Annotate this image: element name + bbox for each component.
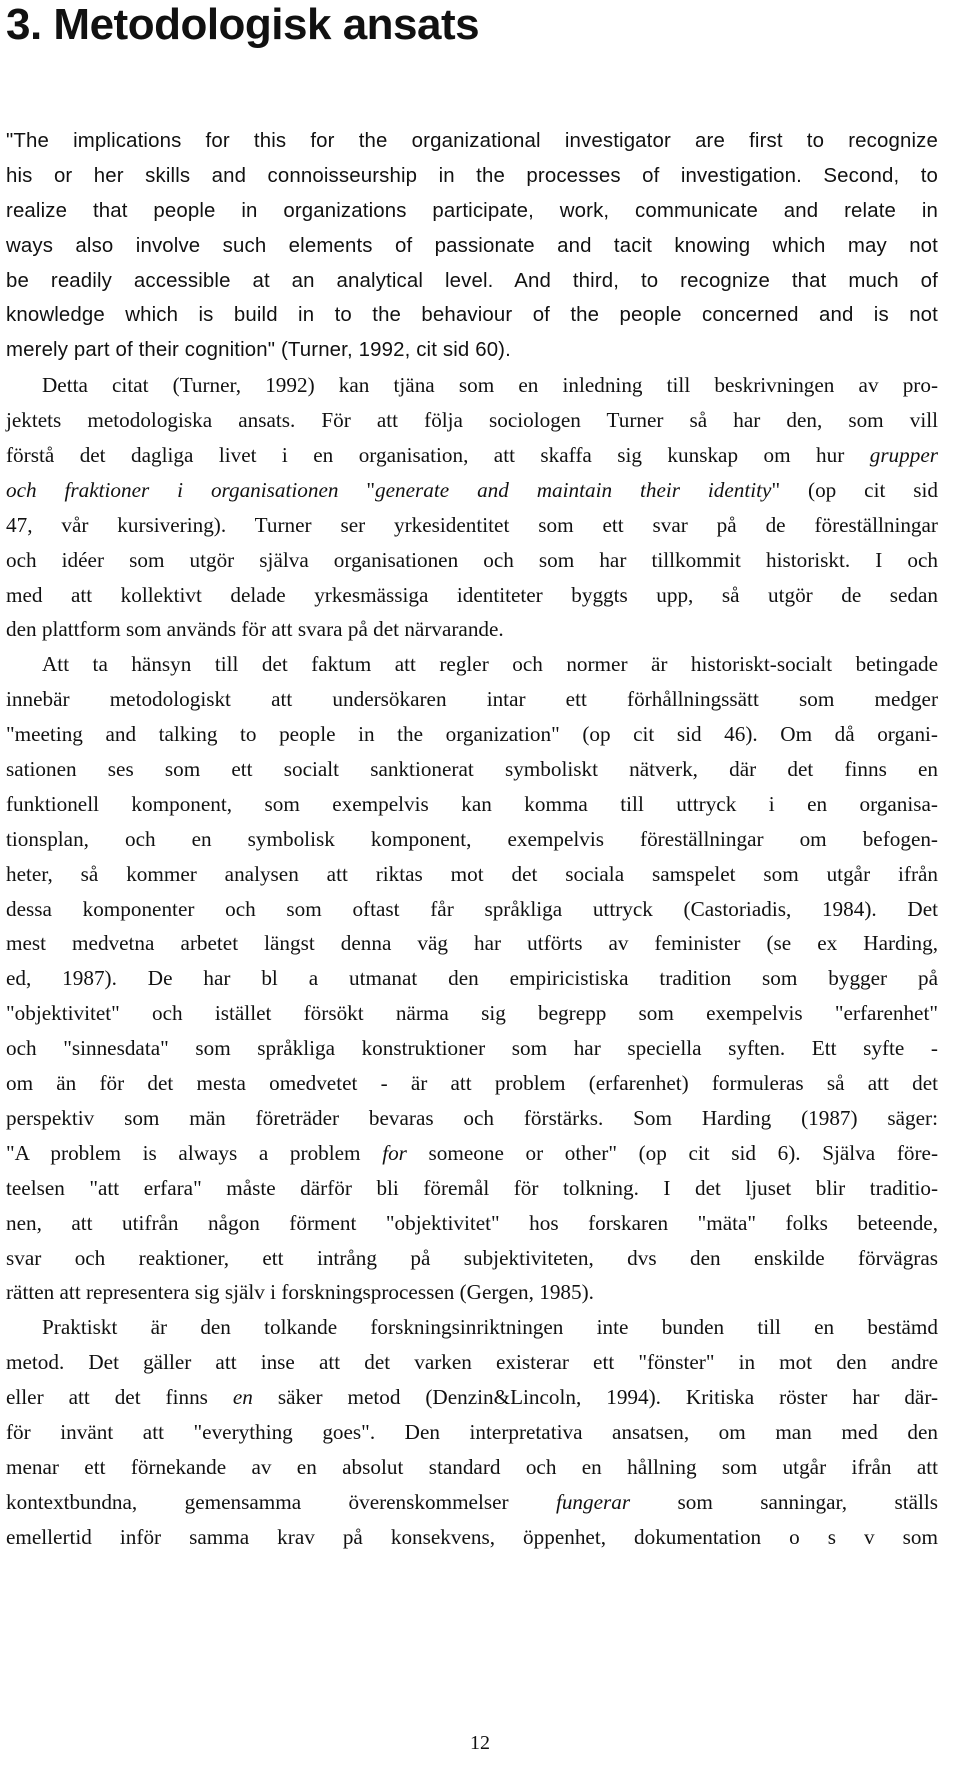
text-run: svar och reaktioner, ett intrång på subjektiviteten, dvs den enskilde förvägras [6, 1245, 938, 1270]
italic-run: och fraktioner i organisationen [6, 477, 339, 502]
text-run: heter, så kommer analysen att riktas mot det sociala samspelet som utgår ifrån [6, 861, 938, 886]
italic-run: for [382, 1140, 407, 1165]
block-quote [6, 124, 938, 368]
text-run: för invänt att "everything goes". Den interpretativa ansatsen, om man med den [6, 1419, 938, 1444]
text-line [6, 892, 938, 927]
italic-run: en [232, 1385, 253, 1410]
text-run: med att kollektivt delade yrkesmässiga identiteter byggts upp, så utgör de sedan [6, 582, 938, 607]
text-run: och "sinnesdata" som språkliga konstruktioner som har speciella syften. Ett syfte - [6, 1036, 938, 1061]
text-run: "meeting and talking to people in the organization" (op cit sid 46). Om då organi- [6, 722, 938, 747]
text-run: innebär metodologiskt att undersökaren intar ett förhållningssätt som medger [6, 687, 938, 712]
text-line [6, 1031, 938, 1066]
section-heading: 3. Metodologisk ansats [6, 0, 480, 49]
text-run: realize that people in organizations participate, work, communicate and relate in [6, 199, 938, 222]
text-line [6, 647, 938, 682]
text-line [6, 1450, 938, 1485]
text-line [6, 1241, 938, 1276]
body-text [6, 124, 938, 1555]
text-run: som sanningar, ställs [630, 1489, 938, 1514]
text-line [6, 229, 938, 264]
text-line [6, 1485, 938, 1520]
text-run: dessa komponenter och som oftast får språkliga uttryck (Castoriadis, 1984). Det [6, 896, 938, 921]
text-run: tionsplan, och en symbolisk komponent, exempelvis föreställningar om befogen- [6, 826, 938, 851]
italic-run: fungerar [555, 1489, 631, 1514]
text-run: emellertid inför samma krav på konsekvens, öppenhet, dokumentation o s v som [6, 1524, 938, 1549]
text-run: funktionell komponent, som exempelvis kan komma till uttryck i en organisa- [6, 791, 938, 816]
text-run: mest medvetna arbetet längst denna väg har utförts av feminister (se ex Harding, [6, 931, 938, 956]
italic-run: generate and maintain their identity [375, 477, 772, 502]
text-run: eller att det finns [6, 1385, 233, 1410]
text-run: sationen ses som ett socialt sanktionerat symboliskt nätverk, där det finns en [6, 757, 938, 782]
text-line [6, 578, 938, 613]
paragraph [6, 368, 938, 647]
text-line [6, 1101, 938, 1136]
text-line [6, 543, 938, 578]
text-run: "objektivitet" och istället försökt närma sig begrepp som exempelvis "erfarenhet" [6, 1001, 938, 1026]
text-line [6, 1520, 938, 1555]
text-line [6, 717, 938, 752]
text-run: om än för det mesta omedvetet - är att problem (erfarenhet) formuleras så att det [6, 1071, 938, 1096]
text-line [6, 1380, 938, 1415]
text-run: säker metod (Denzin&Lincoln, 1994). Kritiska röster har där- [252, 1385, 939, 1410]
paragraph [6, 1310, 938, 1554]
text-run: den plattform som används för att svara på det närvarande. [6, 617, 504, 642]
text-run: perspektiv som män företräder bevaras och förstärks. Som Harding (1987) säger: [6, 1105, 938, 1130]
text-line [6, 159, 938, 194]
text-run: "A problem is always a problem [6, 1140, 383, 1165]
text-line [6, 1345, 938, 1380]
text-line [6, 124, 938, 159]
text-run: kontextbundna, gemensamma överenskommelser [6, 1489, 556, 1514]
text-run: metod. Det gäller att inse att det varken existerar ett "fönster" in mot den andre [6, 1350, 938, 1375]
text-run: " [338, 477, 376, 502]
text-run: ed, 1987). De har bl a utmanat den empiricistiska tradition som bygger på [6, 966, 938, 991]
text-run: menar ett förnekande av en absolut standard och en hållning som utgår ifrån att [6, 1454, 938, 1479]
paragraph [6, 647, 938, 1310]
text-line [6, 822, 938, 857]
text-line [6, 368, 938, 403]
text-line [6, 1275, 938, 1310]
text-run: förstå det dagliga livet i en organisation, att skaffa sig kunskap om hur [6, 443, 870, 468]
text-run: och idéer som utgör själva organisationen och som har tillkommit historiskt. I och [6, 547, 938, 572]
text-line [6, 1066, 938, 1101]
text-line [6, 194, 938, 229]
page-number: 12 [470, 1732, 490, 1754]
text-run: Att ta hänsyn till det faktum att regler och normer är historiskt-socialt betingade [42, 652, 938, 677]
text-run: Detta citat (Turner, 1992) kan tjäna som en inledning till beskrivningen av pro- [42, 373, 938, 398]
text-line [6, 1310, 938, 1345]
text-run: merely part of their cognition" (Turner, 1992, cit sid 60). [6, 339, 511, 362]
text-line [6, 298, 938, 333]
text-run: jektets metodologiska ansats. För att följa sociologen Turner så har den, som vill [6, 408, 938, 433]
text-line [6, 926, 938, 961]
text-line [6, 473, 938, 508]
text-line [6, 857, 938, 892]
text-run: " (op cit sid [771, 477, 938, 502]
text-line [6, 438, 938, 473]
text-run: be readily accessible at an analytical level. And third, to recognize that much of [6, 269, 938, 292]
text-run: teelsen "att erfara" måste därför bli föremål för tolkning. I det ljuset blir traditio- [6, 1175, 938, 1200]
text-line [6, 508, 938, 543]
text-run: "The implications for this for the organizational investigator are first to recognize [6, 130, 938, 152]
text-run: knowledge which is build in to the behaviour of the people concerned and is not [6, 304, 938, 327]
text-line [6, 787, 938, 822]
italic-run: grupper [869, 443, 938, 468]
text-run: nen, att utifrån någon förment "objektivitet" hos forskaren "mäta" folks beteende, [6, 1210, 938, 1235]
text-line [6, 961, 938, 996]
text-line [6, 333, 938, 368]
text-run: his or her skills and connoisseurship in the processes of investigation. Second, to [6, 164, 938, 187]
text-run: ways also involve such elements of passionate and tacit knowing which may not [6, 234, 938, 257]
text-line [6, 1136, 938, 1171]
text-line [6, 752, 938, 787]
text-run: Praktiskt är den tolkande forskningsinriktningen inte bunden till en bestämd [42, 1315, 938, 1340]
text-line [6, 1415, 938, 1450]
text-line [6, 264, 938, 299]
text-run: someone or other" (op cit sid 6). Själva före- [406, 1140, 938, 1165]
text-line [6, 996, 938, 1031]
text-line [6, 682, 938, 717]
text-run: 47, vår kursivering). Turner ser yrkesidentitet som ett svar på de föreställningar [6, 512, 938, 537]
text-run: rätten att representera sig själv i forskningsprocessen (Gergen, 1985). [6, 1280, 594, 1305]
text-line [6, 1171, 938, 1206]
text-line [6, 1206, 938, 1241]
text-line [6, 612, 938, 647]
text-line [6, 403, 938, 438]
